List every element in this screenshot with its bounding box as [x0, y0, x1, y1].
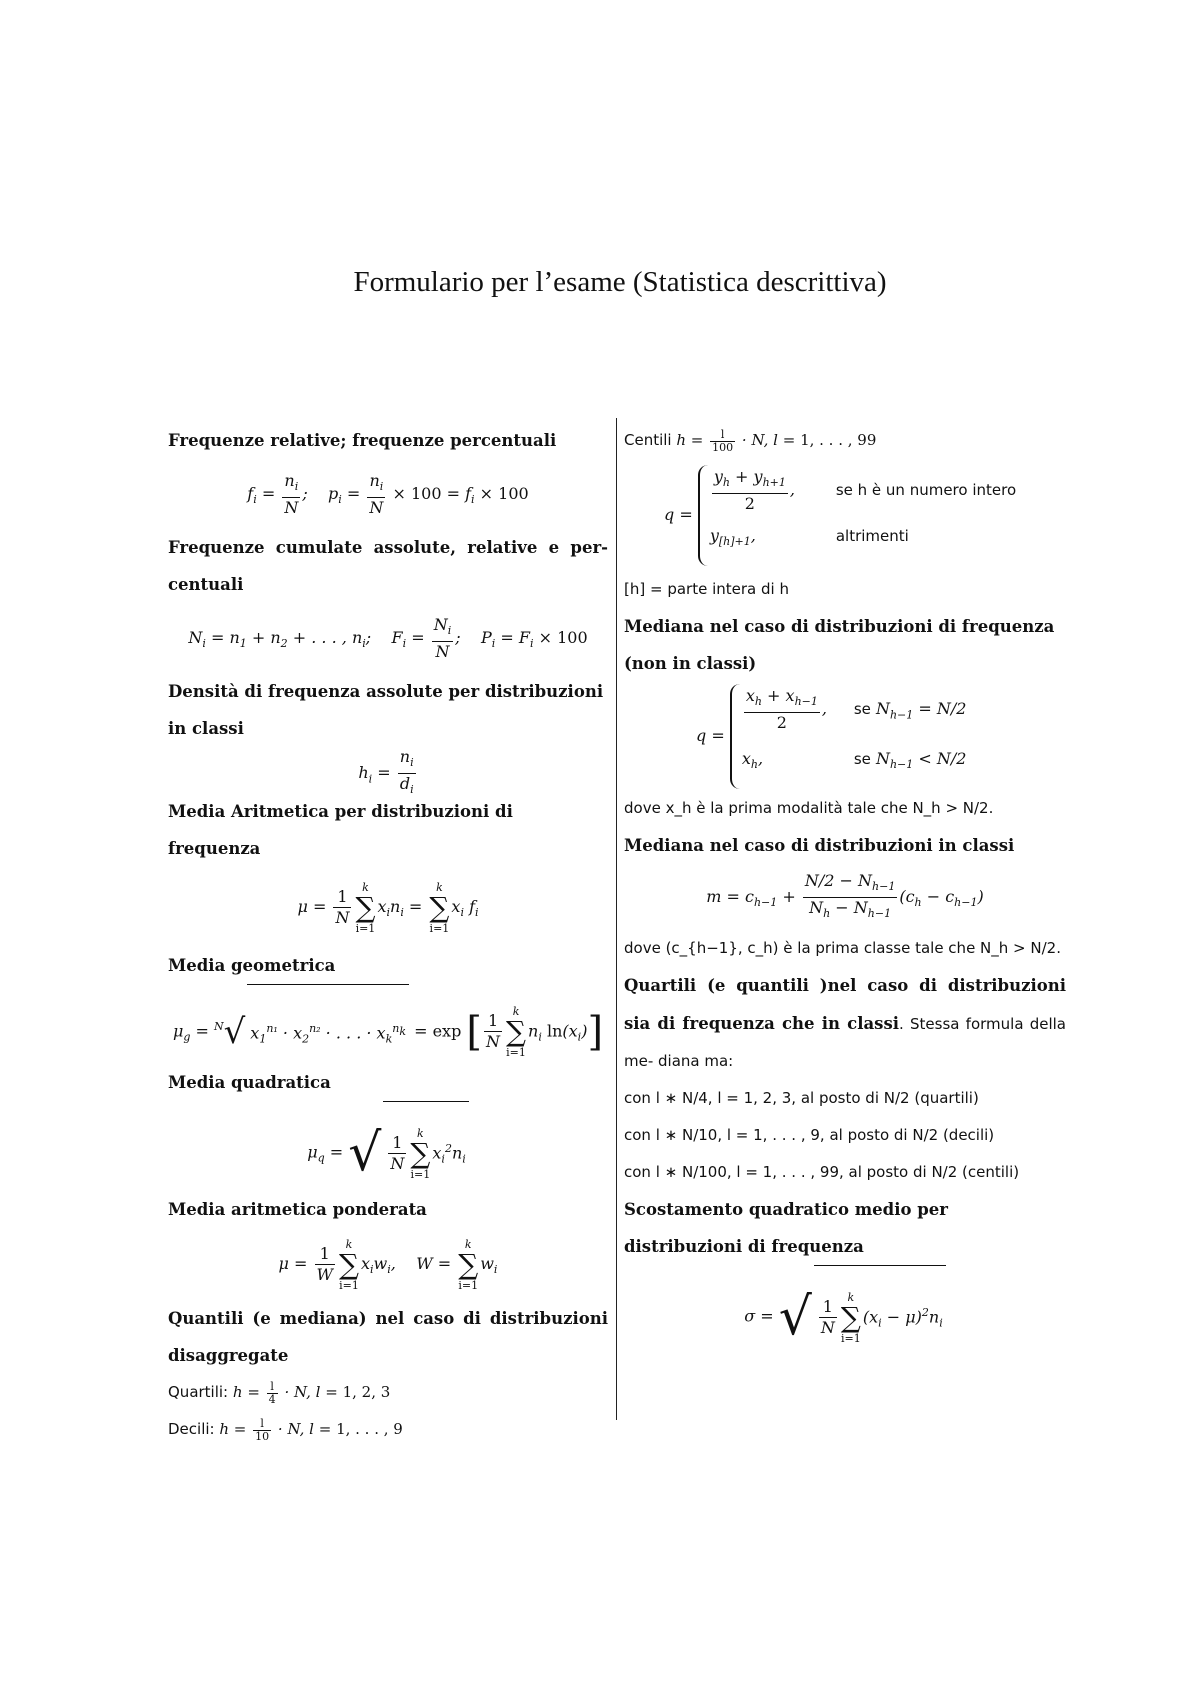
page-title: Formulario per l’esame (Statistica descrittiva) [353, 266, 887, 298]
decili-line: Decili: h = $\frac{l}{10}$ · N, l = 1, . . . , 9 [168, 1416, 403, 1443]
parte-intera-note: [h] = parte intera di h [624, 580, 789, 598]
con-decili: con l ∗ N/10, l = 1, . . . , 9, al posto di N/2 (decili) [624, 1126, 995, 1144]
median-frequency-note: dove x_h è la prima modalità tale che N_h > N/2. [624, 799, 994, 817]
heading-median-classes: Mediana nel caso di distribuzioni in classi [624, 836, 1015, 855]
heading-quadratic-mean: Media quadratica [168, 1073, 331, 1092]
formula-std-deviation: σ = √ $\frac{1}{N}$ k ∑ i=1 $(x_i - \mu)^2n_i$ [624, 1265, 1066, 1355]
right-column [624, 422, 1066, 1355]
heading-quantiles-disaggregated: Quantili (e mediana) nel caso di distribuzioni disaggregate [168, 1309, 608, 1365]
formula-median-frequency: q = $\frac{x_h + x_{h-1}}{2}$ , se $N_{h-1} = N/2$ $x_h$, se $N_{h-1} < N/2$ [624, 682, 1066, 790]
median-classes-note: dove (c_{h−1}, c_h) è la prima classe tale che N_h > N/2. [624, 939, 1061, 957]
heading-frequency-density: Densità di frequenza assolute per distribuzioni in classi [168, 682, 604, 738]
formula-quantile-disaggregated: q = $\frac{y_h + y_{h+1}}{2}$ , se h è un numero intero $y_{[h]+1}$, altrimenti [624, 459, 1066, 571]
con-centili: con l ∗ N/100, l = 1, . . . , 99, al posto di N/2 (centili) [624, 1163, 1020, 1181]
heading-relative-frequencies: Frequenze relative; frequenze percentuali [168, 431, 557, 450]
centili-label: Centili [624, 431, 672, 449]
formula-frequency-density: $h_i$ = $\frac{n_i}{d_i}$ [358, 747, 414, 797]
formula-arithmetic-mean: μ = $\frac{1}{N}$ k ∑ i=1 $x_in_i$ = k ∑ i=1 $x_i$ $f_i$ [297, 880, 479, 935]
centili-line: Centili h = $\frac{l}{100}$ · N, l = 1, . . . , 99 [624, 427, 877, 454]
case-altrimenti: altrimenti [835, 527, 909, 546]
con-quartili: con l ∗ N/4, l = 1, 2, 3, al posto di N/2 (quartili) [624, 1089, 979, 1107]
heading-quartiles-classes: Quartili (e quantili )nel caso di distribuzioni sia di frequenza che in classi [624, 976, 1066, 1033]
case-intero: se h è un numero intero [835, 481, 1017, 500]
formula-median-classes: $m = c_{h-1}$ + $\frac{N/2 - N_{h-1}}{N_h - N_{h-1}}$ $(c_h - c_{h-1})$ [706, 870, 984, 921]
formula-relative-frequencies: $f_i$ = $\frac{n_i}{N}$ ; $p_i$ = $\frac{n_i}{N}$ × $100 = f_i \times 100$ [247, 470, 529, 518]
quartili-label: Quartili: [168, 1383, 229, 1401]
formula-weighted-mean: μ = $\frac{1}{W}$ k ∑ i=1 $x_iw_i$, W = k ∑ i=1 $w_i$ [278, 1237, 498, 1292]
heading-median-frequency: Mediana nel caso di distribuzioni di frequenza (non in classi) [624, 617, 1055, 673]
quartili-line: Quartili: h = $\frac{l}{4}$ · N, l = 1, 2, 3 [168, 1379, 391, 1406]
formula-quadratic-mean: $\mu_q$ = √ $\frac{1}{N}$ k ∑ i=1 $x_i^2n_i$ [168, 1101, 608, 1191]
heading-std-deviation: Scostamento quadratico medio per distribuzioni di frequenza [624, 1200, 948, 1256]
heading-geometric-mean: Media geometrica [168, 956, 336, 975]
decili-label: Decili: [168, 1420, 215, 1438]
quartili-paragraph [624, 967, 1066, 1080]
heading-cumulative-frequencies: Frequenze cumulate assolute, relative e per- centuali [168, 538, 608, 594]
left-column [168, 422, 608, 1448]
quartiles-rest-text: . Stessa formula della me- diana ma: [624, 1015, 1066, 1070]
column-divider [616, 418, 617, 1420]
heading-weighted-mean: Media aritmetica ponderata [168, 1200, 427, 1219]
heading-arithmetic-mean: Media Aritmetica per distribuzioni di frequenza [168, 802, 513, 858]
formula-geometric-mean: $\mu_g = ^N√$ $x_1^{n_1} \cdot x_2^{n_2}$ · . . . · $x_k^{n_k} = \exp$ [ $\frac{1}{N}$ k ∑ i=1 $n_i$ $\ln(x_i)$] [168, 984, 608, 1064]
formula-cumulative-frequencies: $N_i = n_1 + n_2$ + . . . , $n_i$; $F_i$ = $\frac{N_i}{N}$ ; $P_i = F_i \times 100$ [188, 614, 588, 662]
